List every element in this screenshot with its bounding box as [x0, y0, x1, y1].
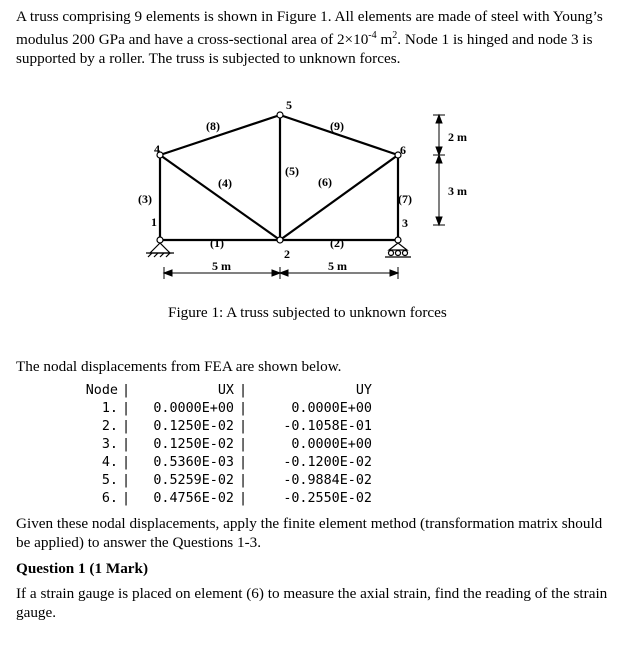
displacements-intro: The nodal displacements from FEA are shown below. [16, 358, 342, 375]
table-row [74, 418, 372, 436]
col-separator: | [121, 401, 131, 416]
table-row [74, 436, 372, 454]
header-uy: UY [355, 383, 372, 398]
node-label-2: 2 [284, 247, 290, 261]
uy-cell: -0.1200E-02 [283, 455, 372, 470]
element-label-6: (6) [318, 175, 332, 189]
dim-height-top: 2 m [448, 130, 467, 144]
header-node: Node [85, 383, 118, 398]
col-separator: | [121, 473, 131, 488]
element-label-1: (1) [210, 236, 224, 250]
node-3-dot [395, 237, 401, 243]
uy-cell: -0.2550E-02 [283, 491, 372, 506]
col-separator: | [238, 455, 248, 470]
col-separator: | [121, 419, 131, 434]
vertical-dimension [433, 115, 445, 225]
node-cell: 1. [101, 401, 118, 416]
node-cell: 5. [101, 473, 118, 488]
col-separator: | [121, 455, 131, 470]
node-label-5: 5 [286, 98, 292, 112]
displacement-table [74, 382, 372, 508]
dim-height-bottom: 3 m [448, 184, 467, 198]
ux-cell: 0.1250E-02 [153, 437, 234, 452]
element-label-2: (2) [330, 236, 344, 250]
uy-cell: 0.0000E+00 [291, 401, 372, 416]
table-row [74, 400, 372, 418]
question-1-body: If a strain gauge is placed on element (6) to measure the axial strain, find the reading of the strain gauge. [16, 585, 608, 621]
element-label-3: (3) [138, 192, 152, 206]
node-cell: 4. [101, 455, 118, 470]
node-5-dot [277, 112, 283, 118]
col-separator: | [238, 383, 248, 398]
header-ux: UX [217, 383, 234, 398]
col-separator: | [238, 437, 248, 452]
node-1-dot [157, 237, 163, 243]
figure-caption: Figure 1: A truss subjected to unknown forces [168, 304, 447, 321]
intro-text-1: A truss comprising 9 elements is shown in Figure 1. All elements are made of steel with Young’s modulus 200 GPa and have a cross-sectional area of 2×10 [16, 8, 603, 49]
col-separator: | [121, 437, 131, 452]
node-cell: 3. [101, 437, 118, 452]
ux-cell: 0.1250E-02 [153, 419, 234, 434]
element-label-9: (9) [330, 119, 344, 133]
truss-figure [130, 95, 470, 295]
table-header-row [74, 382, 372, 400]
element-8 [160, 115, 280, 155]
table-row [74, 472, 372, 490]
dim-span-right: 5 m [328, 259, 347, 273]
table-row [74, 490, 372, 508]
col-separator: | [238, 491, 248, 506]
ux-cell: 0.0000E+00 [153, 401, 234, 416]
element-label-8: (8) [206, 119, 220, 133]
ux-cell: 0.5360E-03 [153, 455, 234, 470]
node-label-6: 6 [400, 143, 406, 157]
node-cell: 6. [101, 491, 118, 506]
col-separator: | [121, 491, 131, 506]
horizontal-dimension [164, 267, 398, 279]
ux-cell: 0.5259E-02 [153, 473, 234, 488]
uy-cell: 0.0000E+00 [291, 437, 372, 452]
uy-cell: -0.1058E-01 [283, 419, 372, 434]
area-exponent: -4 [368, 30, 377, 41]
table-row [74, 454, 372, 472]
col-separator: | [238, 473, 248, 488]
dim-span-left: 5 m [212, 259, 231, 273]
uy-cell: -0.9884E-02 [283, 473, 372, 488]
col-separator: | [238, 401, 248, 416]
instructions-text: Given these nodal displacements, apply the finite element method (transformation matrix should be applied) to answer the Questions 1-3. [16, 515, 603, 551]
ux-cell: 0.4756E-02 [153, 491, 234, 506]
element-4 [160, 155, 280, 240]
intro-text-3: . Node 1 is hinged and node 3 is supported by a roller. The truss is subjected to unknown forces. [16, 31, 593, 68]
node-2-dot [277, 237, 283, 243]
element-label-4: (4) [218, 176, 232, 190]
hinge-support-icon [146, 243, 174, 257]
problem-statement [16, 7, 612, 68]
question-1-title: Question 1 (1 Mark) [16, 560, 149, 577]
node-label-1: 1 [151, 215, 157, 229]
unit-exponent: 2 [392, 30, 398, 41]
node-cell: 2. [101, 419, 118, 434]
element-label-7: (7) [398, 192, 412, 206]
col-separator: | [238, 419, 248, 434]
element-label-5: (5) [285, 164, 299, 178]
roller-support-icon [385, 243, 411, 257]
col-separator: | [121, 383, 131, 398]
intro-text-2: m [376, 31, 393, 49]
node-label-4: 4 [154, 142, 160, 156]
node-label-3: 3 [402, 216, 408, 230]
